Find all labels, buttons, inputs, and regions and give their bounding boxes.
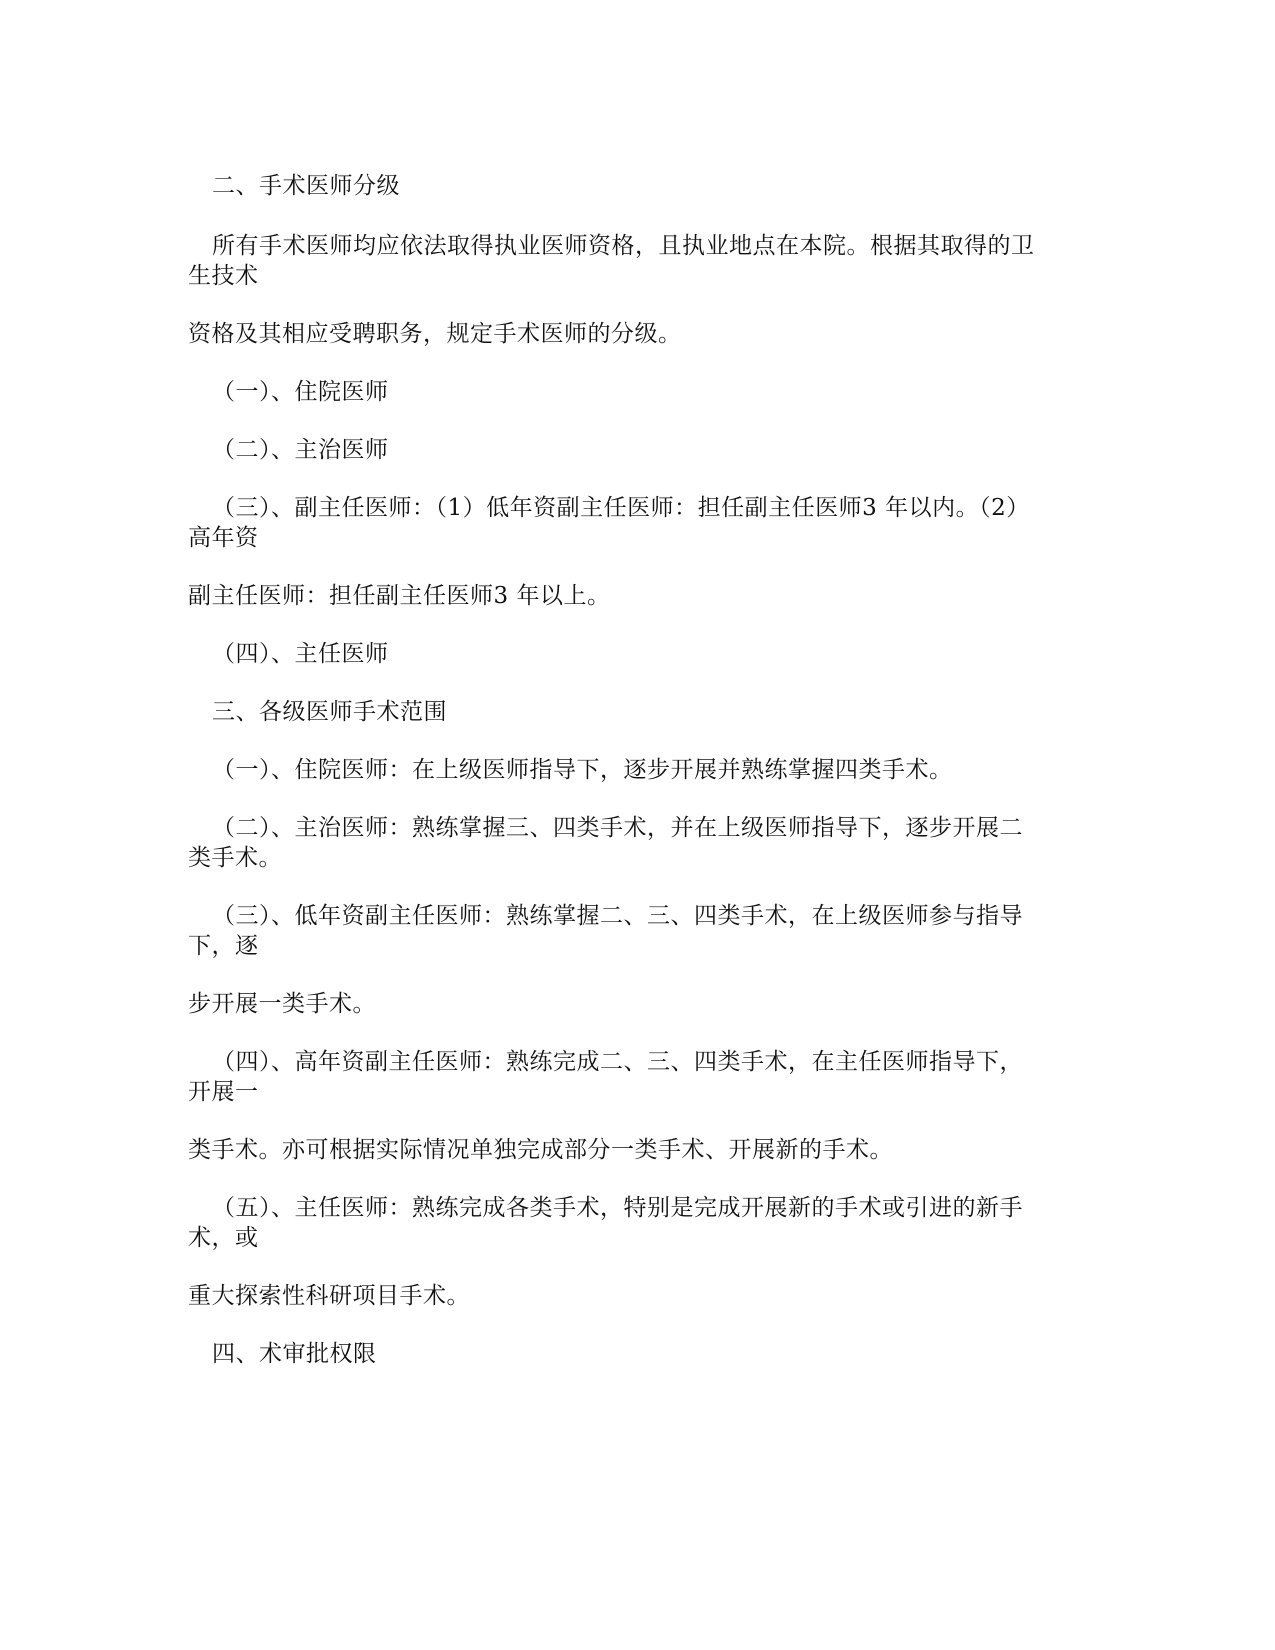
scope-item-chief: （五）、主任医师：熟练完成各类手术，特别是完成开展新的手术或引进的新手 xyxy=(212,1195,1023,1221)
paragraph-line: 副主任医师：担任副主任医师3 年以上。 xyxy=(188,583,611,609)
paragraph-line: 重大探索性科研项目手术。 xyxy=(188,1283,470,1309)
scope-item-attending: （二）、主治医师：熟练掌握三、四类手术，并在上级医师指导下，逐步开展二 xyxy=(212,815,1023,841)
list-item-attending: （二）、主治医师 xyxy=(212,437,389,463)
scope-item-senior-associate-chief: （四）、高年资副主任医师：熟练完成二、三、四类手术，在主任医师指导下， xyxy=(212,1049,1023,1075)
section-heading-approval-authority: 四、术审批权限 xyxy=(212,1341,377,1367)
paragraph-line: 高年资 xyxy=(188,525,259,551)
section-heading-surgery-scope: 三、各级医师手术范围 xyxy=(212,699,447,725)
scope-item-resident: （一）、住院医师：在上级医师指导下，逐步开展并熟练掌握四类手术。 xyxy=(212,757,953,783)
paragraph-line: 所有手术医师均应依法取得执业医师资格，且执业地点在本院。根据其取得的卫 xyxy=(212,233,1035,259)
paragraph-line: 类手术。亦可根据实际情况单独完成部分一类手术、开展新的手术。 xyxy=(188,1137,893,1163)
paragraph-line: 步开展一类手术。 xyxy=(188,991,376,1017)
section-heading-surgeon-grading: 二、手术医师分级 xyxy=(212,173,400,199)
paragraph-line: 术，或 xyxy=(188,1225,259,1251)
paragraph-line: 类手术。 xyxy=(188,845,282,871)
scope-item-junior-associate-chief: （三）、低年资副主任医师：熟练掌握二、三、四类手术，在上级医师参与指导 xyxy=(212,903,1023,929)
paragraph-line: 开展一 xyxy=(188,1079,259,1105)
list-item-resident: （一）、住院医师 xyxy=(212,379,389,405)
paragraph-line: 资格及其相应受聘职务，规定手术医师的分级。 xyxy=(188,321,682,347)
paragraph-line: 下，逐 xyxy=(188,933,259,959)
paragraph-line: 生技术 xyxy=(188,263,259,289)
list-item-chief: （四）、主任医师 xyxy=(212,641,389,667)
list-item-associate-chief: （三）、副主任医师：（1）低年资副主任医师：担任副主任医师3 年以内。（2） xyxy=(212,495,1030,521)
